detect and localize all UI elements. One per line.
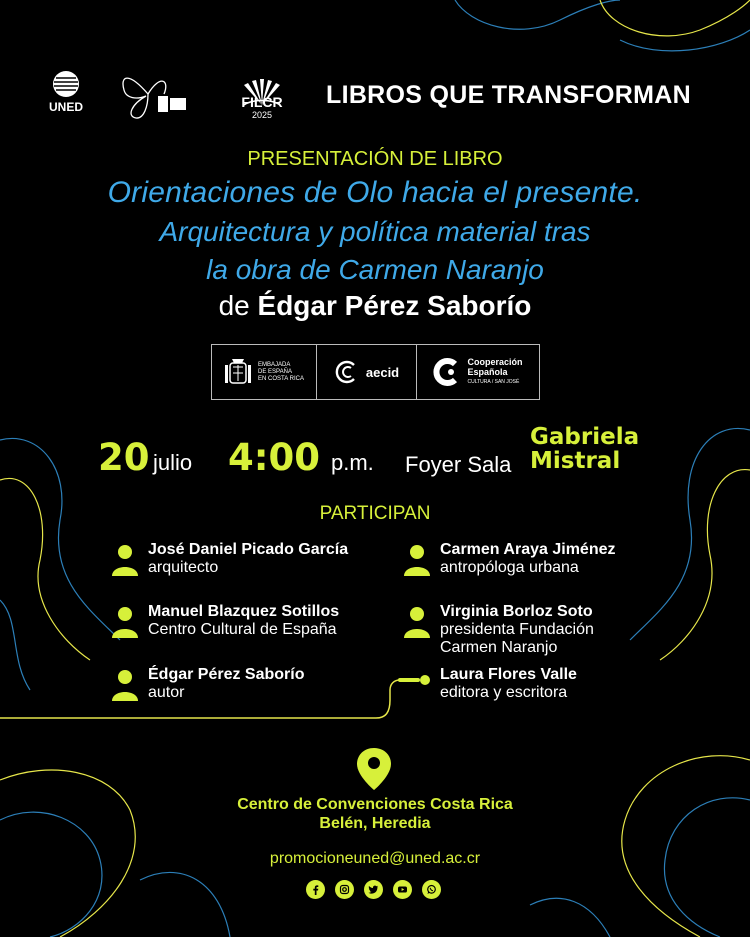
- tagline: LIBROS QUE TRANSFORMAN: [326, 81, 691, 109]
- location-line-2: Belén, Heredia: [319, 815, 431, 832]
- venue-name-line-1: Gabriela: [530, 424, 640, 450]
- cooperacion-sub: CULTURA / SAN JOSÉ: [467, 379, 520, 385]
- book-title-line-1: Orientaciones de Olo hacia el presente.: [107, 176, 643, 209]
- cooperacion-espanola-logo: [417, 345, 537, 399]
- person-icon: [112, 606, 138, 638]
- participant-item: [404, 603, 594, 657]
- author-name: Édgar Pérez Saborío: [257, 290, 532, 321]
- venue-name-line-2: Mistral: [530, 448, 621, 474]
- book-title-line-3: la obra de Carmen Naranjo: [206, 254, 544, 285]
- venue-prefix: Foyer Sala: [405, 452, 512, 477]
- spain-coat-of-arms-icon: [224, 355, 252, 389]
- participant-item: [112, 603, 339, 639]
- participant-item: [112, 666, 305, 702]
- book-title-line-2: Arquitectura y política material tras: [159, 216, 591, 247]
- participant-role-line-2: Carmen Naranjo: [440, 639, 558, 656]
- cooperacion-line-1: Cooperación: [467, 357, 523, 367]
- participant-role: Centro Cultural de España: [148, 621, 337, 638]
- aecid-logo: [317, 345, 417, 399]
- participant-name: Carmen Araya Jiménez: [440, 541, 616, 558]
- person-icon: [404, 544, 430, 576]
- facebook-icon[interactable]: [306, 880, 325, 899]
- participant-item: [440, 666, 577, 702]
- participant-name: Manuel Blazquez Sotillos: [148, 603, 340, 620]
- participant-role: autor: [148, 684, 185, 701]
- filcr-logo-year: 2025: [251, 110, 273, 120]
- microphone-icon: [398, 674, 432, 686]
- youtube-icon[interactable]: [393, 880, 412, 899]
- aecid-c-icon: [334, 359, 360, 385]
- location-line-1: Centro de Convenciones Costa Rica: [237, 796, 513, 813]
- book-author-line: [0, 290, 750, 322]
- location-pin-icon: [357, 748, 391, 790]
- instagram-icon[interactable]: [335, 880, 354, 899]
- participant-name: Virginia Borloz Soto: [440, 603, 593, 620]
- social-links: [306, 880, 441, 899]
- twitter-icon[interactable]: [364, 880, 383, 899]
- person-icon: [112, 669, 138, 701]
- participant-role: editora y escritora: [440, 684, 568, 701]
- cooperacion-line-2: Española: [467, 367, 508, 377]
- participant-role: arquitecto: [148, 559, 219, 576]
- person-icon: [112, 544, 138, 576]
- participants-heading: PARTICIPAN: [319, 503, 431, 524]
- participant-item: [112, 541, 348, 577]
- event-time-ampm: p.m.: [331, 450, 374, 475]
- event-month: julio: [153, 450, 193, 475]
- filcr-logo-text: FILCR: [241, 94, 283, 110]
- sponsor-logos-box: [211, 344, 540, 400]
- embajada-line-1: EMBAJADA: [258, 361, 291, 368]
- event-day: 20: [98, 436, 150, 479]
- cooperacion-c-icon: [431, 357, 461, 387]
- embajada-logo: [212, 345, 317, 399]
- participant-item: [404, 541, 616, 577]
- embajada-line-2: DE ESPAÑA: [258, 368, 292, 375]
- aecid-text: aecid: [365, 364, 400, 380]
- participant-name: Laura Flores Valle: [440, 666, 577, 683]
- event-time: 4:00: [228, 436, 321, 479]
- author-prefix: de: [218, 290, 250, 321]
- participant-name: José Daniel Picado García: [148, 541, 349, 558]
- uned-logo-text: UNED: [48, 100, 83, 114]
- participant-role: presidenta Fundación: [440, 621, 594, 638]
- embajada-line-3: EN COSTA RICA: [258, 375, 304, 382]
- whatsapp-icon[interactable]: [422, 880, 441, 899]
- event-kicker: PRESENTACIÓN DE LIBRO: [247, 148, 503, 170]
- participant-role: antropóloga urbana: [440, 559, 579, 576]
- person-icon: [404, 606, 430, 638]
- euned-butterfly-logo-icon: [118, 66, 194, 122]
- contact-email[interactable]: promocioneuned@uned.ac.cr: [269, 850, 481, 867]
- participant-name: Édgar Pérez Saborío: [148, 666, 305, 683]
